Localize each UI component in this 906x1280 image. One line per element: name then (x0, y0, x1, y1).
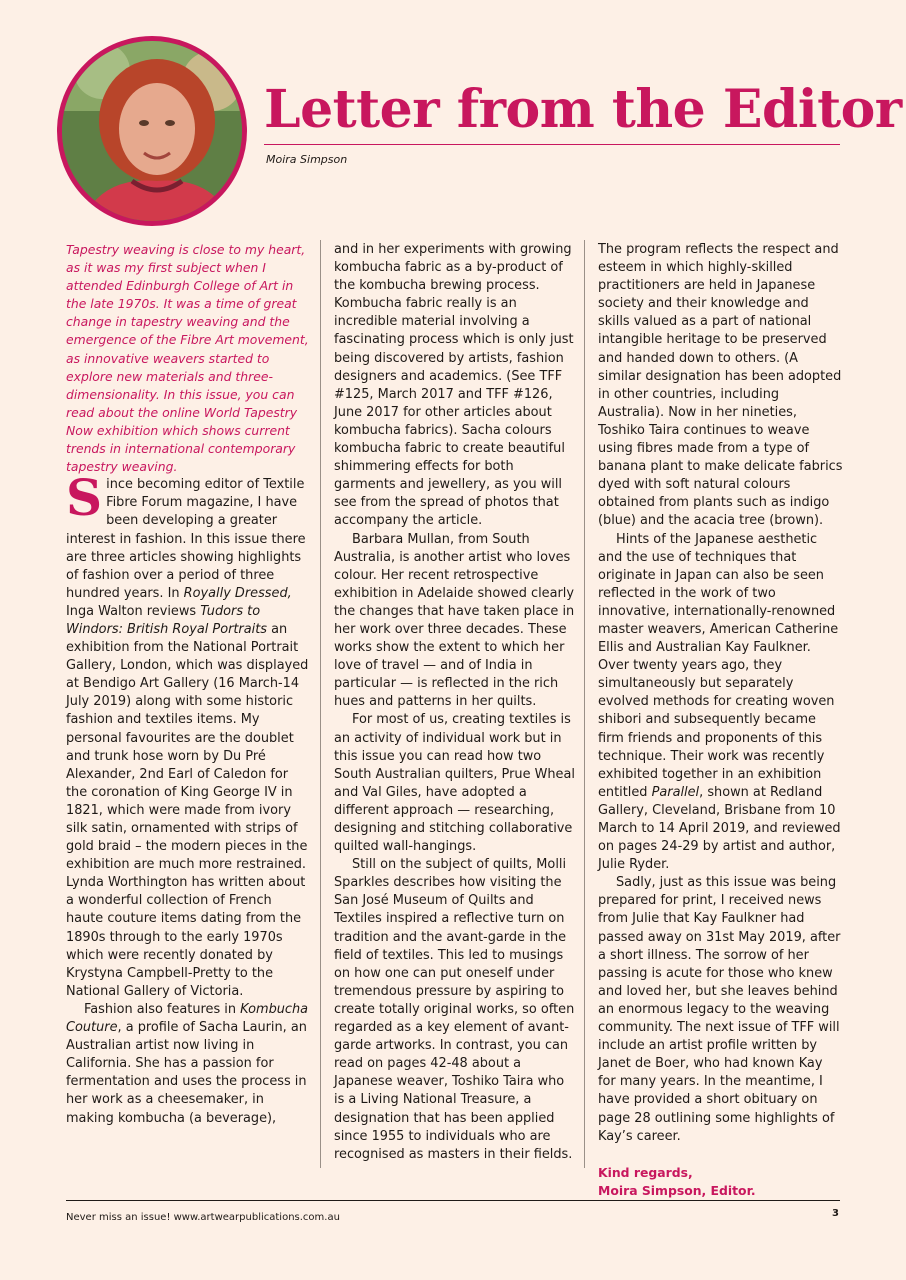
paragraph-text: , a profile of Sacha Laurin, an Australian artist now living in California. She has a passion for fermentation and uses the process in her work as a cheesemaker, in making kombucha (a beverage), (66, 1020, 307, 1126)
paragraph (66, 1001, 310, 1128)
paragraph-text: ince becoming editor of Textile Fibre Forum magazine, I have been developing a greater interest in fashion. In this issue there are three articles showing highlights of fashion over a period of three hundred years. In (66, 477, 306, 601)
signoff (598, 1164, 844, 1200)
paragraph-text: an exhibition from the National Portrait Gallery, London, which was displayed at Bendigo Art Gallery (16 March-14 July 2019) along with some historic fashion and textiles items. My personal favourites are the doublet and trunk hose worn by Du Pré Alexander, 2nd Earl of Caledon for the coronation of King George IV in 1821, which were made from ivory silk satin, ornamented with strips of gold braid – the modern pieces in the exhibition are much more restrained. Lynda Worthington has written about a wonderful collection of French haute couture items dating from the 1890s through to the early 1970s which were recently donated by Krystyna Campbell-Pretty to the National Gallery of Victoria. (66, 621, 309, 999)
paragraph-text: Fashion also features in (84, 1001, 241, 1017)
paragraph: Still on the subject of quilts, Molli Sparkles describes how visiting the San José Museum of Quilts and Textiles inspired a reflective turn on tradition and the avant-garde in the field of textiles. This led to musings on how one can put oneself under tremendous pressure by aspiring to create totally original works, so often regarded as a key element of avant-garde artworks. In contrast, you can read on pages 42-48 about a Japanese weaver, Toshiko Taira who is a Living National Treasure, a designation that has been applied since 1955 to individuals who are recognised as masters in their fields. (334, 857, 575, 1162)
article-column-1 (66, 241, 310, 1171)
footer-divider (66, 1200, 840, 1201)
editor-portrait-image (62, 41, 242, 221)
paragraph: For most of us, creating textiles is an activity of individual work but in this issue you can read how two South Australian quilters, Prue Wheal and Val Giles, have adopted a different approach — researching, designing and stitching collaborative quilted wall-hangings. (334, 712, 575, 855)
paragraph-text: Hints of the Japanese aesthetic and the use of techniques that originate in Japan can also be seen reflected in the work of two innovative, internationally-renowned master weavers, American Catherine Ellis and Australian Kay Faulkner. Over twenty years ago, they simultaneously but separately evolved methods for creating woven shibori and subsequently became firm friends and proponents of this technique. Their work was recently exhibited together in an exhibition entitled (598, 531, 839, 800)
editor-portrait (57, 36, 247, 226)
paragraph (66, 468, 310, 1001)
signoff-name: Moira Simpson, Editor. (598, 1182, 756, 1198)
article-title-ref: Kombucha Couture (66, 1001, 309, 1036)
paragraph: The program reflects the respect and esteem in which highly-skilled practitioners are held in Japanese society and their knowledge and skills valued as a part of national intangible heritage to be preserved and handed down to others. (A similar designation has been adopted in other countries, including Australia). Now in her nineties, Toshiko Taira continues to weave using fibres made from a type of banana plant to make delicate fabrics dyed with soft natural colours obtained from plants such as indigo (blue) and the acacia tree (brown). (598, 242, 843, 529)
article-title-ref: Royally Dressed, (183, 585, 292, 601)
column-divider (584, 240, 585, 1168)
intro-paragraph: Tapestry weaving is close to my heart, as it was my first subject when I attended Edinburgh College of Art in the late 1970s. It was a time of great change in tapestry weaving and the emergence of the Fibre Art movement, as innovative weavers started to explore new materials and three-dimensionality. In this issue, you can read about the online World Tapestry Now exhibition which shows current trends in international contemporary tapestry weaving. (66, 242, 309, 475)
article-column-2 (334, 241, 578, 1171)
title-divider (264, 144, 840, 145)
article-column-3 (598, 241, 844, 1198)
page-title: Letter from the Editor (264, 79, 902, 140)
signoff-greeting: Kind regards, (598, 1164, 693, 1180)
paragraph-text: Inga Walton reviews (66, 603, 201, 619)
paragraph (598, 531, 844, 875)
paragraph: Barbara Mullan, from South Australia, is another artist who loves colour. Her recent retrospective exhibition in Adelaide showed clearly the changes that have taken place in her work over three decades. These works show the extent to which her love of travel — and of India in particular — is reflected in the rich hues and patterns in her quilts. (334, 531, 575, 710)
exhibition-title-ref: Tudors to Windors: British Royal Portraits (66, 603, 267, 637)
paragraph: Sadly, just as this issue was being prepared for print, I received news from Julie that Kay Faulkner had passed away on 31st May 2019, after a short illness. The sorrow of her passing is acute for those who knew and loved her, but she leaves behind an enormous legacy to the weaving community. The next issue of TFF will include an artist profile written by Janet de Boer, who had known Kay for many years. In the meantime, I have provided a short obituary on page 28 outlining some highlights of Kay’s career. (598, 875, 841, 1144)
drop-cap: S (66, 468, 103, 528)
page-number: 3 (832, 1208, 839, 1219)
exhibition-title-ref: Parallel (651, 784, 700, 800)
author-byline: Moira Simpson (266, 153, 348, 166)
footer-promo: Never miss an issue! www.artwearpublications.com.au (66, 1212, 340, 1223)
paragraph: and in her experiments with growing kombucha fabric as a by-product of the kombucha brewing process. Kombucha fabric really is an incredible material involving a fascinating process which is only just being discovered by artists, fashion designers and academics. (See TFF #125, March 2017 and TFF #126, June 2017 for other articles about kombucha fabrics). Sacha colours kombucha fabric to create beautiful shimmering effects for both garments and jewellery, as you will see from the spread of photos that accompany the article. (334, 242, 574, 529)
paragraph-text: , shown at Redland Gallery, Cleveland, Brisbane from 10 March to 14 April 2019, and reviewed on pages 24-29 by artist and author, Julie Ryder. (598, 784, 841, 873)
column-divider (320, 240, 321, 1168)
